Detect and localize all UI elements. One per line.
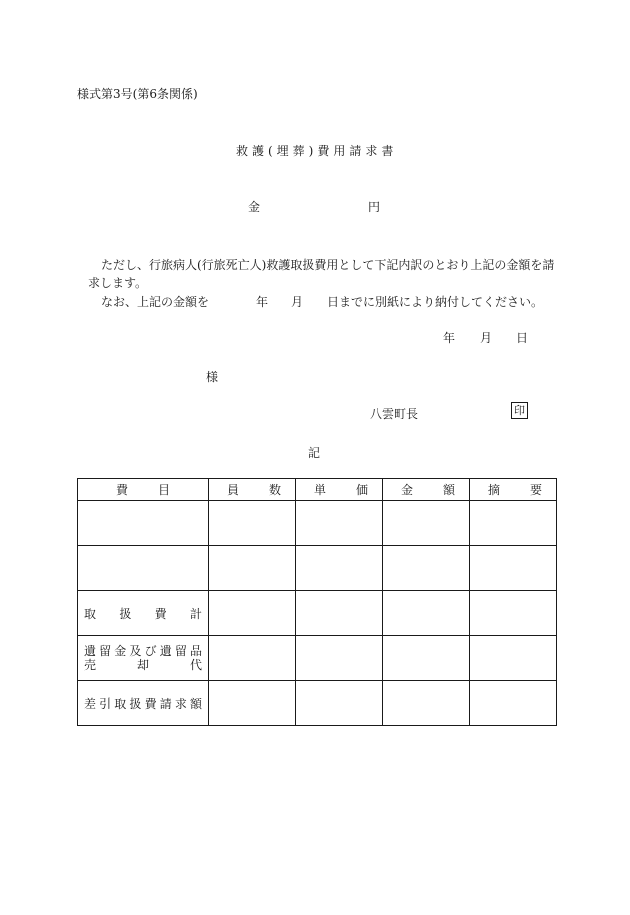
label-handling-total: 取 扱 費 計: [78, 591, 209, 636]
header-expense-item: 費 目: [78, 479, 209, 501]
table-cell: [209, 681, 296, 726]
table-cell: [470, 546, 557, 591]
breakdown-heading: 記: [308, 446, 321, 460]
table-header-row: [78, 479, 557, 501]
table-cell: [383, 681, 470, 726]
table-row: [78, 501, 557, 546]
table-cell: [209, 546, 296, 591]
amount-unit: 円: [368, 200, 381, 214]
label-net-request: 差 引 取 扱 費 請 求 額: [78, 681, 209, 726]
table-cell: [383, 501, 470, 546]
seal-mark: 印: [511, 402, 528, 419]
table-cell: [296, 636, 383, 681]
breakdown-table: [77, 478, 557, 726]
table-cell: [470, 681, 557, 726]
payment-year-label: 年: [256, 295, 269, 309]
table-cell: [78, 546, 209, 591]
table-cell: [209, 501, 296, 546]
table-cell: [296, 501, 383, 546]
table-cell: [383, 546, 470, 591]
table-cell: [383, 636, 470, 681]
table-row-remains: [78, 636, 557, 681]
table-row-net-request: [78, 681, 557, 726]
table-cell: [470, 501, 557, 546]
table-cell: [383, 591, 470, 636]
header-amount: 金 額: [383, 479, 470, 501]
table-cell: [296, 591, 383, 636]
form-number: 様式第3号(第6条関係): [77, 87, 198, 101]
table-row-handling-total: [78, 591, 557, 636]
body-text-line1: ただし、行旅病人(行旅死亡人)救護取扱費用として下記内訳のとおり上記の金額を請: [101, 258, 555, 272]
table-cell: [78, 501, 209, 546]
label-remains-sale: 遺 留 金 及 び 遺 留 品 売 却 代: [78, 636, 209, 681]
issuer-title: 八雲町長: [370, 407, 419, 421]
header-remarks: 摘 要: [470, 479, 557, 501]
payment-month-label: 月: [291, 295, 304, 309]
header-count: 員 数: [209, 479, 296, 501]
date-month-label: 月: [480, 331, 493, 345]
table-row: [78, 546, 557, 591]
table-cell: [209, 591, 296, 636]
addressee-suffix: 様: [206, 370, 219, 384]
body-text-line3: [101, 293, 544, 310]
payment-notice-prefix: なお、上記の金額を: [101, 295, 210, 309]
table-cell: [470, 591, 557, 636]
payment-notice-suffix: 日までに別紙により納付してください。: [327, 295, 544, 309]
date-day-label: 日: [516, 331, 529, 345]
document-title: 救護(埋葬)費用請求書: [236, 144, 398, 158]
date-year-label: 年: [443, 331, 456, 345]
header-unit-price: 単 価: [296, 479, 383, 501]
table-cell: [209, 636, 296, 681]
table-cell: [470, 636, 557, 681]
amount-label: 金: [248, 200, 261, 214]
table-cell: [296, 681, 383, 726]
body-text-line2: 求します。: [88, 276, 148, 290]
table-cell: [296, 546, 383, 591]
